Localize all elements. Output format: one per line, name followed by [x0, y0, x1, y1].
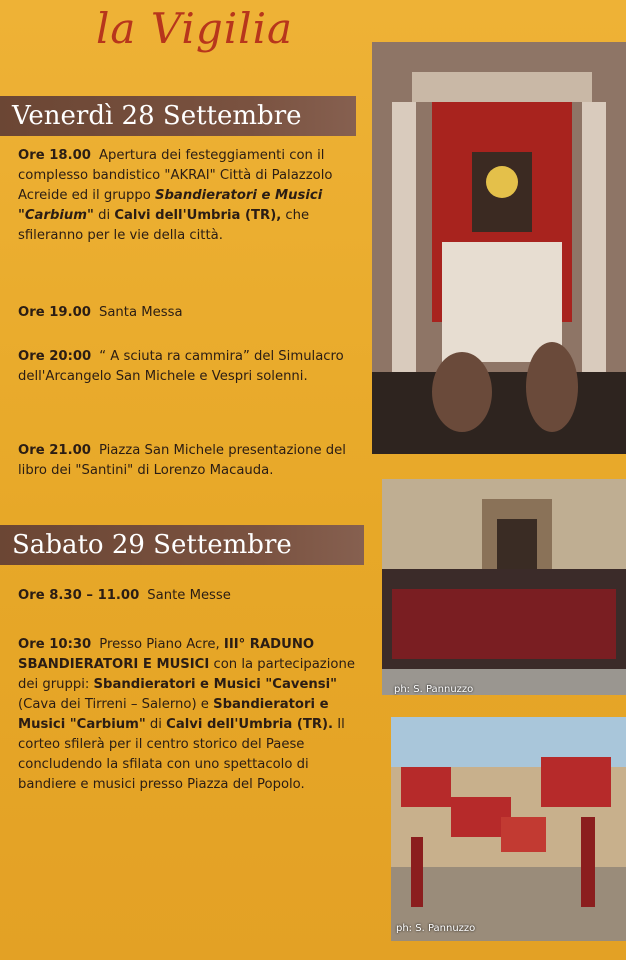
photo-credit: ph: S. Pannuzzo — [394, 684, 474, 695]
event-text: di — [93, 208, 115, 223]
event-time: Ore 19.00 — [18, 305, 91, 320]
event-time: Ore 21.00 — [18, 443, 91, 458]
event-1030 — [18, 635, 360, 795]
group-illustration — [382, 479, 626, 695]
group-city: Calvi dell'Umbria (TR). — [166, 717, 334, 732]
event-time: Ore 18.00 — [18, 148, 91, 163]
event-text: di — [145, 717, 167, 732]
group-name: Sbandieratori e Musici "Carbium" — [18, 188, 323, 223]
flag-show-illustration — [391, 717, 626, 941]
event-0830 — [18, 586, 360, 606]
event-time: Ore 8.30 – 11.00 — [18, 588, 140, 603]
event-text: Sante Messe — [147, 588, 231, 603]
event-time: Ore 10:30 — [18, 637, 92, 652]
event-text: Il corteo sfilerà per il centro storico del Paese concludendo la sfilata con uno spettacolo di bandiere e musici presso Piazza del Popolo. — [18, 717, 345, 792]
flag-show-photo — [391, 717, 626, 941]
altar-photo — [372, 42, 626, 454]
event-highlight: III° RADUNO SBANDIERATORI E MUSICI — [18, 637, 315, 672]
photo-credit: ph: S. Pannuzzo — [396, 923, 476, 934]
event-text: “ A sciuta ra cammira” del Simulacro dell'Arcangelo San Michele e Vespri solenni. — [18, 349, 344, 384]
event-2000 — [18, 347, 360, 387]
event-text: che sfileranno per le vie della città. — [18, 208, 310, 243]
event-text: (Cava dei Tirreni – Salerno) e — [18, 697, 214, 712]
event-text: Piazza San Michele presentazione del libro dei "Santini" di Lorenzo Macauda. — [18, 443, 346, 478]
altar-illustration — [372, 42, 626, 454]
event-text: Apertura dei festeggiamenti con il complesso bandistico "AKRAI" Città di Palazzolo Acreide ed il gruppo — [18, 148, 333, 203]
group-name: Sbandieratori e Musici "Carbium" — [18, 697, 329, 732]
day-heading-friday: Venerdì 28 Settembre — [0, 96, 356, 136]
day-heading-saturday: Sabato 29 Settembre — [0, 525, 364, 565]
event-2100 — [18, 441, 360, 481]
flag-wavers-group-photo — [382, 479, 626, 695]
event-text: Santa Messa — [98, 305, 183, 320]
page-title: la Vigilia — [96, 4, 294, 53]
event-text: Presso Piano Acre, — [99, 637, 224, 652]
event-time: Ore 20:00 — [18, 349, 92, 364]
event-1900 — [18, 303, 360, 323]
group-name: Sbandieratori e Musici "Cavensi" — [93, 677, 338, 692]
event-1800 — [18, 146, 360, 246]
event-text: con la partecipazione dei gruppi: — [18, 657, 355, 692]
group-city: Calvi dell'Umbria (TR), — [114, 208, 282, 223]
